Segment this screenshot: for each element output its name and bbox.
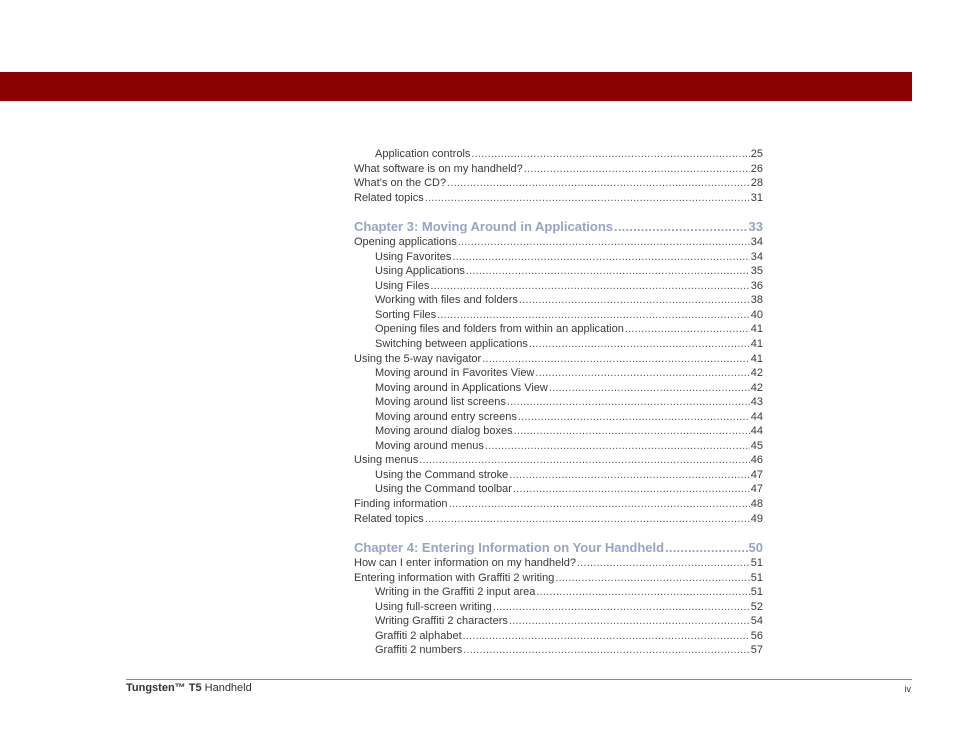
dot-leader [419, 453, 750, 468]
dot-leader [463, 643, 750, 658]
spacer [354, 526, 763, 539]
table-of-contents [354, 147, 763, 658]
toc-chapter-3[interactable]: Chapter 3: Moving Around in Applications ..... 33 [354, 218, 763, 235]
toc-entry[interactable]: Writing Graffiti 2 characters ..... 54 [354, 614, 763, 629]
toc-entry[interactable]: Related topics ..... 49 [354, 512, 763, 527]
dot-leader [493, 600, 750, 615]
dot-leader [507, 395, 750, 410]
toc-entry[interactable]: How can I enter information on my handheld? ..... 51 [354, 556, 763, 571]
toc-entry[interactable]: Moving around list screens ..... 43 [354, 395, 763, 410]
dot-leader [509, 614, 750, 629]
footer-product-name: Handheld [201, 682, 252, 694]
toc-entry[interactable]: Switching between applications ..... 41 [354, 337, 763, 352]
dot-leader [452, 250, 749, 265]
toc-entry[interactable]: Writing in the Graffiti 2 input area ..... 51 [354, 585, 763, 600]
toc-entry[interactable]: Entering information with Graffiti 2 writing ..... 51 [354, 571, 763, 586]
footer-rule [126, 679, 912, 680]
dot-leader [665, 539, 747, 556]
dot-leader [519, 293, 750, 308]
toc-entry[interactable]: Finding information ..... 48 [354, 497, 763, 512]
toc-entry[interactable]: Graffiti 2 numbers ..... 57 [354, 643, 763, 658]
toc-entry[interactable]: Using Files ..... 36 [354, 279, 763, 294]
footer-product [126, 682, 252, 694]
toc-entry[interactable]: Moving around in Favorites View ..... 42 [354, 366, 763, 381]
footer-brand: Tungsten™ T5 [126, 682, 202, 694]
dot-leader [513, 482, 750, 497]
dot-leader [625, 322, 750, 337]
toc-chapter-4[interactable]: Chapter 4: Entering Information on Your Handheld ..... 50 [354, 539, 763, 556]
toc-entry[interactable]: Working with files and folders ..... 38 [354, 293, 763, 308]
toc-entry[interactable]: Using Applications ..... 35 [354, 264, 763, 279]
toc-entry[interactable]: Using the 5-way navigator ..... 41 [354, 352, 763, 367]
dot-leader [466, 264, 750, 279]
page-number: iv [904, 684, 911, 694]
dot-leader [614, 218, 747, 235]
header-band [0, 72, 912, 101]
toc-entry[interactable]: What’s on the CD? ..... 28 [354, 176, 763, 191]
toc-entry[interactable]: Using full-screen writing ..... 52 [354, 600, 763, 615]
dot-leader [430, 279, 749, 294]
dot-leader [449, 497, 750, 512]
dot-leader [447, 176, 750, 191]
dot-leader [514, 424, 750, 439]
toc-entry[interactable]: What software is on my handheld? ..... 26 [354, 162, 763, 177]
dot-leader [425, 191, 750, 206]
dot-leader [524, 162, 750, 177]
toc-entry[interactable]: Graffiti 2 alphabet ..... 56 [354, 629, 763, 644]
dot-leader [458, 235, 750, 250]
dot-leader [485, 439, 750, 454]
dot-leader [425, 512, 750, 527]
toc-entry[interactable]: Moving around dialog boxes ..... 44 [354, 424, 763, 439]
dot-leader [549, 381, 750, 396]
toc-entry[interactable]: Opening files and folders from within an application ..... 41 [354, 322, 763, 337]
dot-leader [437, 308, 750, 323]
dot-leader [471, 147, 749, 162]
spacer [354, 205, 763, 218]
toc-entry[interactable]: Opening applications ..... 34 [354, 235, 763, 250]
dot-leader [518, 410, 750, 425]
dot-leader [535, 366, 749, 381]
toc-entry[interactable]: Moving around in Applications View ..... 42 [354, 381, 763, 396]
dot-leader [509, 468, 749, 483]
toc-entry[interactable]: Application controls ..... 25 [354, 147, 763, 162]
dot-leader [463, 629, 750, 644]
toc-entry[interactable]: Using Favorites ..... 34 [354, 250, 763, 265]
toc-entry[interactable]: Sorting Files ..... 40 [354, 308, 763, 323]
dot-leader [482, 352, 750, 367]
toc-entry[interactable]: Using menus ..... 46 [354, 453, 763, 468]
dot-leader [529, 337, 750, 352]
dot-leader [555, 571, 749, 586]
dot-leader [536, 585, 749, 600]
toc-entry[interactable]: Moving around entry screens ..... 44 [354, 410, 763, 425]
toc-entry[interactable]: Using the Command stroke ..... 47 [354, 468, 763, 483]
toc-entry[interactable]: Moving around menus ..... 45 [354, 439, 763, 454]
toc-entry[interactable]: Related topics ..... 31 [354, 191, 763, 206]
toc-entry[interactable]: Using the Command toolbar ..... 47 [354, 482, 763, 497]
dot-leader [577, 556, 750, 571]
